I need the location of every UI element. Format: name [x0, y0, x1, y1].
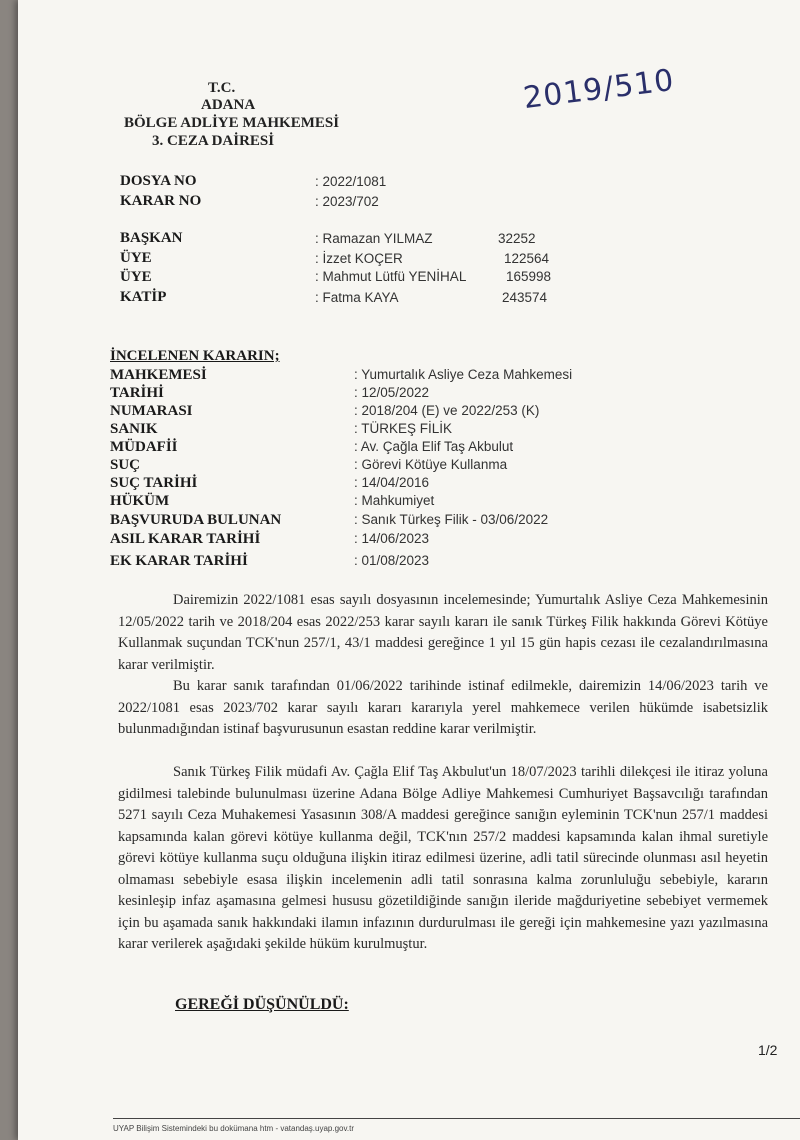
reviewed-label: BAŞVURUDA BULUNAN	[110, 512, 282, 528]
panel-id: 165998	[506, 269, 552, 284]
reviewed-label: EK KARAR TARİHİ	[110, 553, 248, 569]
reviewed-decision-heading: İNCELENEN KARARIN;	[110, 348, 280, 364]
reviewed-label: SUÇ	[110, 457, 141, 473]
reviewed-value: : 12/05/2022	[354, 385, 430, 400]
body-paragraph: Sanık Türkeş Filik müdafi Av. Çağla Elif Taş Akbulut'un 18/07/2023 tarihli dilekçesi ile itiraz yoluna gidilmesi talebinde bulunulması üzerine Adana Bölge Adliye Mahkemesi Cumhuriyet Başsavcılığı tarafından 5271 sayılı Ceza Muhakemesi Yasasının 308/A maddesi gereğince sanığın eyleminin TCK'nun 257/1 maddesi kapsamında kalan görevi kötüye kullanma değil, TCK'nın 257/2 maddesi kapsamında kalan ihmal suretiyle görevi kötüye kullanma suçu olduğuna ilişkin itiraz edilmesi üzerine, adli tatil sürecinde olunması asıl heyetin olmaması sebebiyle esasa ilişkin incelemenin adli tatil sonrasına kalma zorunluluğu sebebiyle, kararın kesinleşip infaz aşamasına gelmesi hususu gözetildiğinde sanığın ileride mağduriyetine sebebiyet vermemek için bu aşamada sanık hakkındaki ilamın infazının durdurulması ile gereği için mahkemesine yazı yazılmasına karar verilerek aşağıdaki şekilde hüküm kurulmuştur.	[118, 764, 768, 952]
reviewed-value: : 14/04/2016	[354, 475, 430, 490]
reviewed-value: : Yumurtalık Asliye Ceza Mahkemesi	[354, 367, 573, 382]
body-paragraph: Bu karar sanık tarafından 01/06/2022 tarihinde istinaf edilmekle, dairemizin 14/06/2023 tarih ve 2022/1081 esas 2023/702 karar sayılı kararı kararıyla yerel mahkemece verilen hükümde isabetsizlik bulunmadığından istinaf başvurusunun esastan reddine karar verilmiştir.	[118, 678, 768, 737]
reviewed-value: : Sanık Türkeş Filik - 03/06/2022	[354, 512, 549, 527]
reviewed-value: : 01/08/2023	[354, 553, 430, 568]
page-number: 1/2	[758, 1042, 778, 1058]
panel-name: : İzzet KOÇER	[315, 251, 403, 266]
court-name-heading: BÖLGE ADLİYE MAHKEMESİ	[124, 115, 340, 131]
reviewed-label: NUMARASI	[110, 403, 193, 419]
panel-role: ÜYE	[120, 269, 152, 285]
panel-name: : Fatma KAYA	[315, 290, 399, 305]
karar-value: : 2023/702	[315, 194, 379, 209]
panel-role: ÜYE	[120, 250, 152, 266]
footer-text: UYAP Bilişim Sistemindeki bu dokümana htm - vatandaş.uyap.gov.tr	[113, 1124, 354, 1133]
reviewed-value: : Av. Çağla Elif Taş Akbulut	[354, 439, 514, 454]
tc-heading: T.C.	[208, 80, 236, 96]
reviewed-label: MÜDAFİİ	[110, 439, 178, 455]
reviewed-value: : 14/06/2023	[354, 531, 430, 546]
dosya-label: DOSYA NO	[120, 173, 197, 189]
panel-id: 32252	[498, 231, 536, 246]
reviewed-value: : TÜRKEŞ FİLİK	[354, 421, 453, 436]
panel-name: : Ramazan YILMAZ	[315, 231, 433, 246]
dosya-value: : 2022/1081	[315, 174, 387, 189]
body-paragraph: Dairemizin 2022/1081 esas sayılı dosyasının incelemesinde; Yumurtalık Asliye Ceza Mahkemesinin 12/05/2022 tarih ve 2018/204 esas 2022/253 karar sayılı kararı ile sanık Türkeş Filik hakkında Görevi Kötüye Kullanmak suçundan TCK'nun 257/1, 43/1 maddesi gereğince 1 yıl 15 gün hapis cezası ile cezalandırılmasına karar verilmiştir.	[118, 592, 768, 673]
reviewed-label: HÜKÜM	[110, 493, 170, 509]
city-heading: ADANA	[201, 97, 256, 113]
panel-id: 122564	[504, 251, 550, 266]
panel-role: KATİP	[120, 289, 167, 305]
reviewed-value: : Görevi Kötüye Kullanma	[354, 457, 508, 472]
reviewed-value: : 2018/204 (E) ve 2022/253 (K)	[354, 403, 540, 418]
chamber-heading: 3. CEZA DAİRESİ	[152, 133, 275, 149]
reviewed-value: : Mahkumiyet	[354, 493, 435, 508]
conclusion-heading: GEREĞİ DÜŞÜNÜLDÜ:	[175, 996, 349, 1013]
reviewed-label: TARİHİ	[110, 385, 164, 401]
reviewed-label: ASIL KARAR TARİHİ	[110, 531, 261, 547]
panel-name: : Mahmut Lütfü YENİHAL	[315, 269, 467, 284]
reviewed-label: SUÇ TARİHİ	[110, 475, 198, 491]
handwritten-case-number: 2019/510	[521, 62, 677, 117]
karar-label: KARAR NO	[120, 193, 202, 209]
reviewed-label: MAHKEMESİ	[110, 367, 207, 383]
reviewed-label: SANIK	[110, 421, 158, 437]
panel-role: BAŞKAN	[120, 230, 183, 246]
panel-id: 243574	[502, 290, 548, 305]
footer-divider	[113, 1118, 800, 1119]
document-page	[18, 0, 800, 1140]
